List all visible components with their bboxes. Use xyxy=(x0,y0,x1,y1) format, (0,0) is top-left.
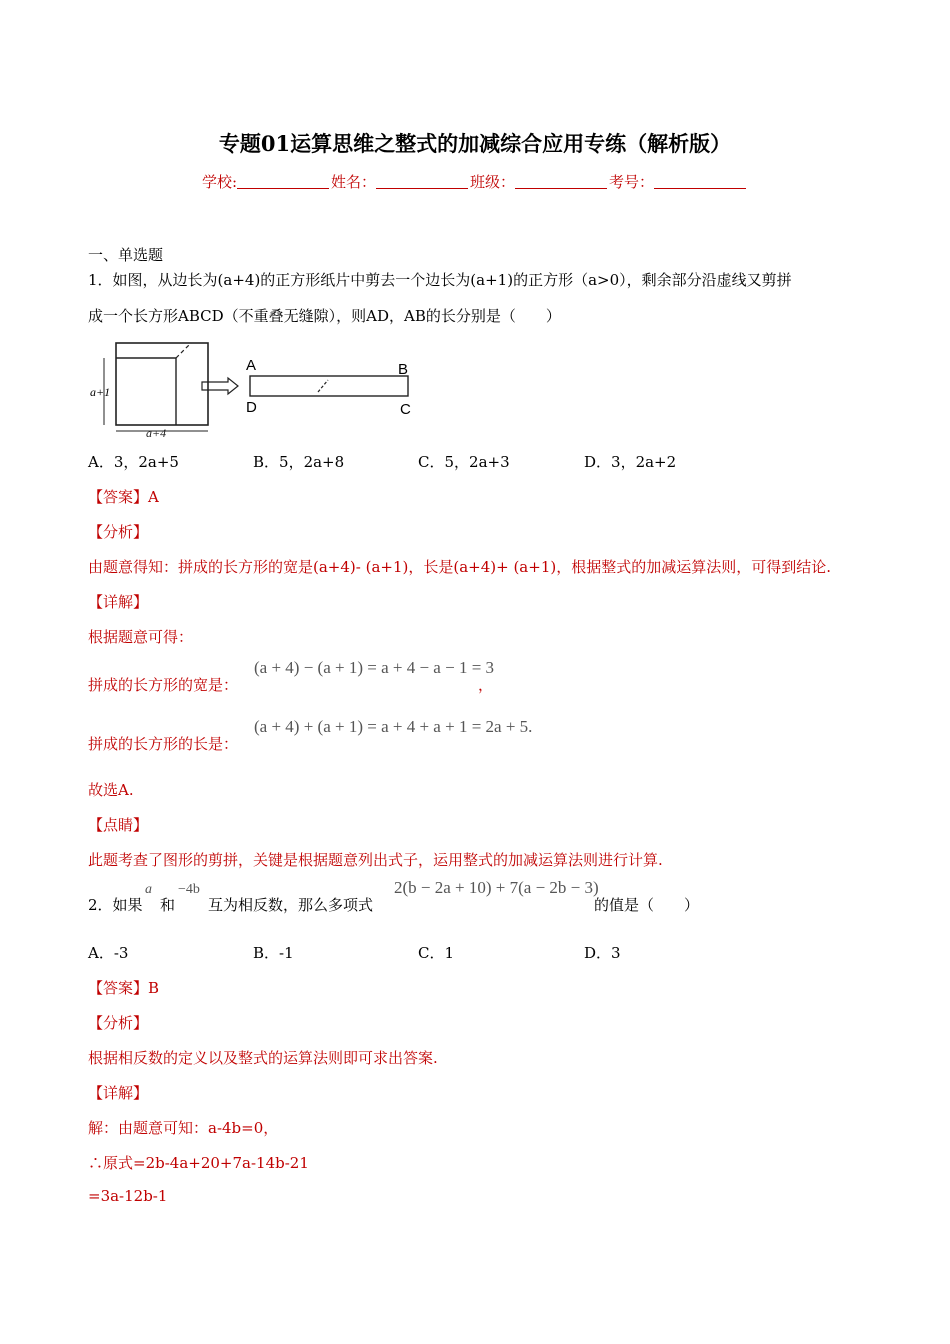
corner-label-d: D xyxy=(246,399,257,416)
class-label: 班级： xyxy=(470,173,516,191)
q1-stem-line2: 成一个长方形ABCD（不重叠无缝隙），则AD，AB的长分别是（ ） xyxy=(88,307,561,325)
q1-choose: 故选A. xyxy=(88,781,134,799)
q2-and: 和 xyxy=(160,896,176,914)
q1-option-b[interactable]: B．5，2a+8 xyxy=(253,453,345,471)
q1-length-label: 拼成的长方形的长是： xyxy=(88,735,239,753)
left-dimension-label: a+1 xyxy=(90,385,111,399)
q2-var-b: −4b xyxy=(178,882,200,897)
rectangle-abcd xyxy=(250,376,408,396)
q2-polynomial: 2(b − 2a + 10) + 7(a − 2b − 3) xyxy=(394,878,599,897)
q2-option-b[interactable]: B．-1 xyxy=(253,944,294,962)
corner-label-a: A xyxy=(246,357,257,374)
corner-label-b: B xyxy=(398,361,409,378)
q2-step-2: ∴原式=2b-4a+20+7a-14b-21 xyxy=(88,1154,309,1172)
inner-square-edge xyxy=(116,358,176,425)
q2-option-c[interactable]: C．1 xyxy=(418,944,455,962)
q2-step-3: =3a-12b-1 xyxy=(88,1187,168,1205)
corner-label-c: C xyxy=(400,401,411,418)
number-field[interactable] xyxy=(654,174,746,189)
q2-analysis-heading: 【分析】 xyxy=(88,1014,149,1032)
q1-length-expression: (a + 4) + (a + 1) = a + 4 + a + 1 = 2a + 5. xyxy=(254,717,533,736)
q1-option-d[interactable]: D．3，2a+2 xyxy=(584,453,677,471)
q1-comment-heading: 【点睛】 xyxy=(88,816,149,834)
q2-option-d[interactable]: D．3 xyxy=(584,944,621,962)
student-info-line xyxy=(0,171,950,192)
page-title: 专题01运算思维之整式的加减综合应用专练（解析版） xyxy=(218,131,732,156)
q1-analysis-heading: 【分析】 xyxy=(88,523,149,541)
q2-analysis-text: 根据相反数的定义以及整式的运算法则即可求出答案. xyxy=(88,1049,438,1067)
section-heading: 一、单选题 xyxy=(88,246,164,264)
name-field[interactable] xyxy=(376,174,468,189)
q1-width-label: 拼成的长方形的宽是： xyxy=(88,676,239,694)
q1-answer: 【答案】A xyxy=(88,488,159,506)
q1-detail-intro: 根据题意可得： xyxy=(88,628,194,646)
school-field[interactable] xyxy=(237,174,329,189)
class-field[interactable] xyxy=(515,174,607,189)
q1-width-expression: (a + 4) − (a + 1) = a + 4 − a − 1 = 3 xyxy=(254,658,495,677)
bottom-dimension-label: a+4 xyxy=(146,426,167,438)
q2-prefix: 2．如果 xyxy=(88,896,143,914)
name-label: 姓名： xyxy=(331,173,377,191)
school-label: 学校: xyxy=(201,173,237,191)
q1-comment-text: 此题考查了图形的剪拼，关键是根据题意列出式子，运用整式的加减运算法则进行计算. xyxy=(88,851,663,869)
number-label: 考号： xyxy=(609,173,655,191)
q2-suffix: 的值是（ ） xyxy=(594,896,700,914)
q2-mid: 互为相反数，那么多项式 xyxy=(208,896,374,914)
q1-width-end: ， xyxy=(478,676,494,694)
q1-analysis-text: 由题意得知：拼成的长方形的宽是(a+4)- (a+1)，长是(a+4)+ (a+1)，根据整式的加减运算法则，可得到结论. xyxy=(88,558,831,576)
q2-option-a[interactable]: A．-3 xyxy=(88,944,129,962)
q1-stem-line1: 1．如图，从边长为(a+4)的正方形纸片中剪去一个边长为(a+1)的正方形（a>0），剩余部分沿虚线又剪拼 xyxy=(88,271,792,289)
q1-option-c[interactable]: C．5，2a+3 xyxy=(418,453,510,471)
cut-line xyxy=(176,343,191,358)
outer-square xyxy=(116,343,208,425)
rectangle-cut-line xyxy=(318,380,328,392)
q1-figure xyxy=(88,338,428,438)
q2-answer: 【答案】B xyxy=(88,979,160,997)
q1-detail-heading: 【详解】 xyxy=(88,593,149,611)
q2-step-1: 解：由题意可知：a-4b=0， xyxy=(88,1119,279,1137)
q2-detail-heading: 【详解】 xyxy=(88,1084,149,1102)
q2-var-a: a xyxy=(145,882,152,897)
q1-option-a[interactable]: A．3，2a+5 xyxy=(88,453,179,471)
